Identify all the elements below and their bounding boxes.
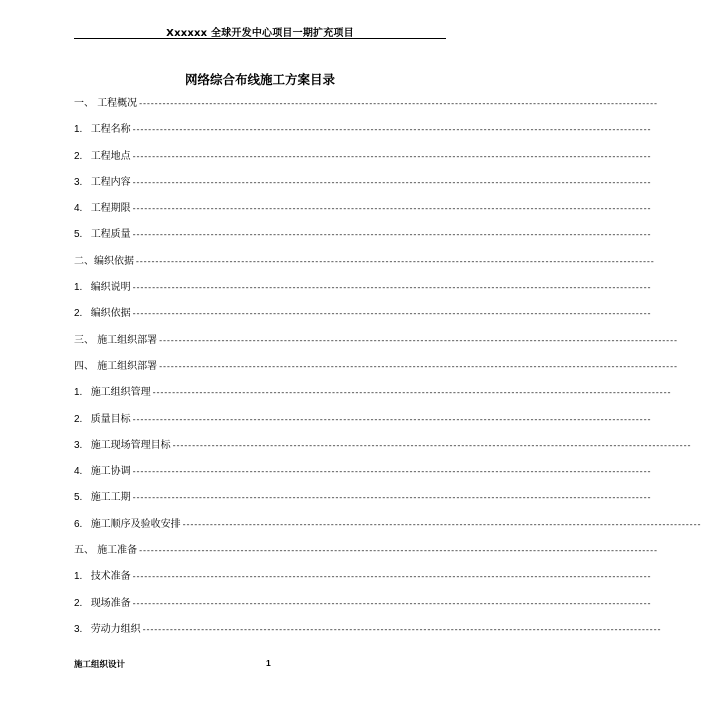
- toc-entry-label: 工程期限: [90, 203, 131, 215]
- toc-entry-label: 编织说明: [90, 282, 131, 294]
- toc-entry-number: 3.: [74, 176, 91, 188]
- toc-entry[interactable]: [74, 333, 677, 359]
- footer-label: 施工组织设计: [74, 660, 126, 670]
- toc-entry-number: 4.: [74, 466, 91, 478]
- toc-entry[interactable]: [74, 385, 671, 411]
- toc-entry-label: 工程内容: [90, 176, 131, 188]
- table-of-contents: [74, 96, 701, 648]
- toc-entry[interactable]: [74, 359, 677, 385]
- toc-dot-leader: -------------------------------------------------------------------------------------------------------------------------------------: [131, 284, 651, 294]
- toc-entry[interactable]: [74, 517, 701, 543]
- toc-entry-number: 2.: [74, 308, 91, 320]
- toc-entry-number: 5.: [74, 492, 91, 504]
- header-divider: [74, 38, 446, 39]
- toc-dot-leader: -------------------------------------------------------------------------------------------------------------------------------------: [131, 152, 651, 162]
- toc-dot-leader: -------------------------------------------------------------------------------------------------------------------------------------: [138, 547, 657, 557]
- toc-entry[interactable]: [74, 254, 654, 280]
- toc-entry-label: 施工组织部署: [97, 360, 158, 372]
- toc-entry-label: 质量目标: [90, 413, 131, 425]
- toc-dot-leader: -------------------------------------------------------------------------------------------------------------------------------------: [135, 257, 654, 267]
- toc-dot-leader: -------------------------------------------------------------------------------------------------------------------------------------: [131, 231, 651, 241]
- toc-dot-leader: -------------------------------------------------------------------------------------------------------------------------------------: [131, 573, 651, 583]
- toc-entry-label: 施工顺序及验收安排: [90, 518, 181, 530]
- toc-entry-number: 3.: [74, 439, 91, 451]
- toc-entry-label: 劳动力组织: [90, 623, 141, 635]
- toc-entry-number: 五、: [74, 545, 98, 557]
- toc-entry-label: 施工现场管理目标: [90, 439, 171, 451]
- toc-entry[interactable]: [74, 96, 657, 122]
- toc-dot-leader: -------------------------------------------------------------------------------------------------------------------------------------: [181, 520, 701, 530]
- toc-entry[interactable]: [74, 490, 651, 516]
- toc-entry-label: 技术准备: [90, 571, 131, 583]
- toc-entry[interactable]: [74, 622, 661, 648]
- toc-entry-label: 施工协调: [90, 466, 131, 478]
- toc-entry-number: 四、: [74, 360, 98, 372]
- document-title: 网络综合布线施工方案目录: [184, 72, 335, 87]
- toc-entry[interactable]: [74, 227, 651, 253]
- toc-dot-leader: -------------------------------------------------------------------------------------------------------------------------------------: [131, 205, 651, 215]
- toc-entry[interactable]: [74, 464, 651, 490]
- toc-entry-label: 工程概况: [97, 98, 138, 109]
- toc-dot-leader: -------------------------------------------------------------------------------------------------------------------------------------: [171, 441, 691, 451]
- toc-entry-number: 一、: [74, 98, 98, 109]
- toc-entry-number: 2.: [74, 150, 91, 162]
- toc-dot-leader: -------------------------------------------------------------------------------------------------------------------------------------: [131, 126, 651, 136]
- toc-entry[interactable]: [74, 149, 651, 175]
- toc-entry[interactable]: [74, 306, 651, 332]
- toc-entry-number: 1.: [74, 571, 91, 583]
- toc-entry[interactable]: [74, 122, 651, 148]
- toc-entry[interactable]: [74, 438, 691, 464]
- toc-entry[interactable]: [74, 543, 657, 569]
- toc-entry-number: 1.: [74, 387, 91, 399]
- toc-entry-number: 1.: [74, 124, 91, 136]
- toc-entry-number: 4.: [74, 203, 91, 215]
- toc-entry-label: 编织依据: [90, 308, 131, 320]
- toc-dot-leader: -------------------------------------------------------------------------------------------------------------------------------------: [158, 362, 677, 372]
- toc-entry[interactable]: [74, 569, 651, 595]
- toc-entry-label: 工程地点: [90, 150, 131, 162]
- toc-entry-number: 2.: [74, 413, 91, 425]
- toc-entry-label: 施工组织管理: [90, 387, 151, 399]
- toc-entry-label: 施工准备: [97, 545, 138, 557]
- toc-dot-leader: -------------------------------------------------------------------------------------------------------------------------------------: [158, 336, 677, 346]
- toc-entry-label: 编织依据: [94, 255, 134, 267]
- toc-dot-leader: -------------------------------------------------------------------------------------------------------------------------------------: [141, 625, 661, 635]
- toc-dot-leader: -------------------------------------------------------------------------------------------------------------------------------------: [151, 389, 671, 399]
- toc-entry-number: 1.: [74, 282, 91, 294]
- toc-dot-leader: -------------------------------------------------------------------------------------------------------------------------------------: [131, 415, 651, 425]
- toc-entry-number: 三、: [74, 334, 98, 346]
- toc-entry-label: 工程名称: [90, 124, 131, 136]
- toc-entry-label: 施工组织部署: [97, 334, 158, 346]
- toc-entry-number: 5.: [74, 229, 91, 241]
- toc-entry-label: 工程质量: [90, 229, 131, 241]
- toc-dot-leader: -------------------------------------------------------------------------------------------------------------------------------------: [131, 468, 651, 478]
- toc-dot-leader: -------------------------------------------------------------------------------------------------------------------------------------: [131, 494, 651, 504]
- toc-entry[interactable]: [74, 175, 651, 201]
- toc-entry-number: 2.: [74, 597, 91, 609]
- toc-entry[interactable]: [74, 412, 651, 438]
- toc-entry[interactable]: [74, 596, 651, 622]
- toc-dot-leader: -------------------------------------------------------------------------------------------------------------------------------------: [131, 310, 651, 320]
- toc-entry-number: 6.: [74, 518, 91, 530]
- toc-entry-number: 二、: [74, 255, 94, 267]
- page-header: Xxxxxx 全球开发中心项目一期扩充项目: [166, 28, 354, 39]
- toc-entry[interactable]: [74, 280, 651, 306]
- toc-entry-label: 施工工期: [90, 492, 131, 504]
- toc-dot-leader: -------------------------------------------------------------------------------------------------------------------------------------: [131, 599, 651, 609]
- toc-entry-number: 3.: [74, 623, 91, 635]
- page-number: 1: [266, 658, 271, 668]
- toc-dot-leader: -------------------------------------------------------------------------------------------------------------------------------------: [131, 178, 651, 188]
- toc-entry-label: 现场准备: [90, 597, 131, 609]
- toc-entry[interactable]: [74, 201, 651, 227]
- toc-dot-leader: -------------------------------------------------------------------------------------------------------------------------------------: [138, 100, 657, 109]
